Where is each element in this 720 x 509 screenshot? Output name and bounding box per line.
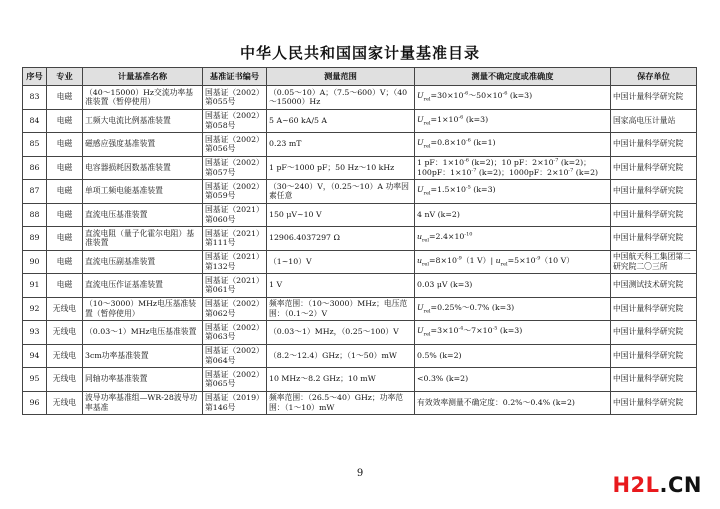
header-row xyxy=(23,68,697,86)
custodian-cell: 中国计量科学研究院 xyxy=(611,368,697,392)
row-number-cell: 94 xyxy=(23,344,47,368)
certificate-cell: 国基证（2002）第062号 xyxy=(203,297,267,321)
custodian-cell: 中国计量科学研究院 xyxy=(611,203,697,227)
certificate-cell: 国基证（2019）第146号 xyxy=(203,391,267,415)
certificate-cell: 国基证（2002）第059号 xyxy=(203,180,267,204)
column-header: 专业 xyxy=(47,68,83,86)
row-number-cell: 84 xyxy=(23,109,47,133)
standard-name-cell: 直流电压基准装置 xyxy=(83,203,203,227)
field-cell: 无线电 xyxy=(47,368,83,392)
table-row xyxy=(23,203,697,227)
custodian-cell: 国家高电压计量站 xyxy=(611,109,697,133)
row-number-cell: 86 xyxy=(23,156,47,180)
field-cell: 电磁 xyxy=(47,250,83,274)
standard-name-cell: （0.03～1）MHz电压基准装置 xyxy=(83,321,203,345)
table-row xyxy=(23,156,697,180)
standard-name-cell: 直流电阻（量子化霍尔电阻）基准装置 xyxy=(83,227,203,251)
certificate-cell: 国基证（2021）第060号 xyxy=(203,203,267,227)
standards-table xyxy=(22,67,697,415)
uncertainty-cell: $U_{rel}=1\times 10^{-6}$ (k=3) xyxy=(415,109,611,133)
certificate-cell: 国基证（2021）第132号 xyxy=(203,250,267,274)
table-row xyxy=(23,86,697,110)
measurement-range-cell: （8.2～12.4）GHz；（1～50）mW xyxy=(267,344,415,368)
certificate-cell: 国基证（2002）第063号 xyxy=(203,321,267,345)
measurement-range-cell: 10 MHz～8.2 GHz；10 mW xyxy=(267,368,415,392)
column-header: 基准证书编号 xyxy=(203,68,267,86)
table-row xyxy=(23,109,697,133)
row-number-cell: 83 xyxy=(23,86,47,110)
uncertainty-cell: 4 nV (k=2) xyxy=(415,203,611,227)
uncertainty-cell: $U_{rel}=1.5\times 10^{-5}$ (k=3) xyxy=(415,180,611,204)
uncertainty-cell: $U_{rel}=30\times 10^{-6}\sim 50\times 10^{-6}$ (k=3) xyxy=(415,86,611,110)
field-cell: 电磁 xyxy=(47,156,83,180)
logo-text-right: .CN xyxy=(659,473,702,497)
measurement-range-cell: 0.23 mT xyxy=(267,133,415,157)
uncertainty-cell: 0.5% (k=2) xyxy=(415,344,611,368)
custodian-cell: 中国计量科学研究院 xyxy=(611,156,697,180)
column-header: 测量范围 xyxy=(267,68,415,86)
table-row xyxy=(23,368,697,392)
certificate-cell: 国基证（2021）第061号 xyxy=(203,274,267,298)
logo-text-left: H2L xyxy=(612,473,660,497)
measurement-range-cell: 1 pF～1000 pF；50 Hz～10 kHz xyxy=(267,156,415,180)
page-number: 9 xyxy=(356,468,364,479)
custodian-cell: 中国计量科学研究院 xyxy=(611,321,697,345)
certificate-cell: 国基证（2002）第058号 xyxy=(203,109,267,133)
table-header xyxy=(23,68,697,86)
field-cell: 电磁 xyxy=(47,274,83,298)
custodian-cell: 中国计量科学研究院 xyxy=(611,391,697,415)
uncertainty-cell: $u_{rel}=8\times 10^{-9}(1$ V）| $u_{rel}=5\times 10^{-9}(10$ V） xyxy=(415,250,611,274)
measurement-range-cell: 12906.4037297 Ω xyxy=(267,227,415,251)
certificate-cell: 国基证（2002）第055号 xyxy=(203,86,267,110)
measurement-range-cell: 频率范围：（10～3000）MHz；电压范围：（0.1～2）V xyxy=(267,297,415,321)
field-cell: 无线电 xyxy=(47,297,83,321)
certificate-cell: 国基证（2021）第111号 xyxy=(203,227,267,251)
field-cell: 电磁 xyxy=(47,227,83,251)
row-number-cell: 89 xyxy=(23,227,47,251)
row-number-cell: 91 xyxy=(23,274,47,298)
standard-name-cell: 直流电压作证基准装置 xyxy=(83,274,203,298)
certificate-cell: 国基证（2002）第064号 xyxy=(203,344,267,368)
measurement-range-cell: 频率范围：（26.5～40）GHz；功率范围：（1～10）mW xyxy=(267,391,415,415)
table-row xyxy=(23,391,697,415)
field-cell: 无线电 xyxy=(47,321,83,345)
uncertainty-cell: $U_{rel}=0.25\%\sim 0.7\%$ (k=3) xyxy=(415,297,611,321)
standard-name-cell: 波导功率基准组—WR-28波导功率基准 xyxy=(83,391,203,415)
uncertainty-cell: $u_{rel}=2.4\times 10^{-10}$ xyxy=(415,227,611,251)
table-row xyxy=(23,321,697,345)
column-header: 保存单位 xyxy=(611,68,697,86)
row-number-cell: 92 xyxy=(23,297,47,321)
measurement-range-cell: （0.05～10）A；（7.5～600）V；（40～15000）Hz xyxy=(267,86,415,110)
table-body xyxy=(23,86,697,415)
uncertainty-cell: <0.3% (k=2) xyxy=(415,368,611,392)
custodian-cell: 中国计量科学研究院 xyxy=(611,344,697,368)
certificate-cell: 国基证（2002）第065号 xyxy=(203,368,267,392)
custodian-cell: 中国计量科学研究院 xyxy=(611,297,697,321)
measurement-range-cell: 150 μV~10 V xyxy=(267,203,415,227)
field-cell: 电磁 xyxy=(47,203,83,227)
table-row xyxy=(23,274,697,298)
table-row xyxy=(23,227,697,251)
standard-name-cell: （10～3000）MHz电压基准装置（暂停使用） xyxy=(83,297,203,321)
row-number-cell: 96 xyxy=(23,391,47,415)
uncertainty-cell: 1 pF：$1\times 10^{-6}$ (k=2)；10 pF：$2\times 10^{-7}$ (k=2)；100pF：$1\times 10^{-7}$ (k=2)；1000pF：$2\times 10^{-7}$ (k=2) xyxy=(415,156,611,180)
custodian-cell: 中国计量科学研究院 xyxy=(611,133,697,157)
column-header: 测量不确定度或准确度 xyxy=(415,68,611,86)
standard-name-cell: 3cm功率基准装置 xyxy=(83,344,203,368)
standard-name-cell: 直流电压副基准装置 xyxy=(83,250,203,274)
custodian-cell: 中国计量科学研究院 xyxy=(611,86,697,110)
uncertainty-cell: $U_{rel}=0.8\times 10^{-6}$ (k=1) xyxy=(415,133,611,157)
field-cell: 电磁 xyxy=(47,86,83,110)
table-row xyxy=(23,133,697,157)
column-header: 计量基准名称 xyxy=(83,68,203,86)
field-cell: 无线电 xyxy=(47,391,83,415)
standard-name-cell: 工频大电流比例基准装置 xyxy=(83,109,203,133)
column-header: 序号 xyxy=(23,68,47,86)
measurement-range-cell: （30～240）V，（0.25～10）A 功率因素任意 xyxy=(267,180,415,204)
field-cell: 电磁 xyxy=(47,109,83,133)
site-logo xyxy=(612,473,702,497)
uncertainty-cell: 有效效率测量不确定度：0.2%～0.4% (k=2) xyxy=(415,391,611,415)
measurement-range-cell: （1~10）V xyxy=(267,250,415,274)
row-number-cell: 90 xyxy=(23,250,47,274)
certificate-cell: 国基证（2002）第057号 xyxy=(203,156,267,180)
table-row xyxy=(23,250,697,274)
standard-name-cell: 电容器损耗因数基准装置 xyxy=(83,156,203,180)
custodian-cell: 中国航天科工集团第二研究院二〇三所 xyxy=(611,250,697,274)
custodian-cell: 中国计量科学研究院 xyxy=(611,227,697,251)
uncertainty-cell: 0.03 μV (k=3) xyxy=(415,274,611,298)
custodian-cell: 中国计量科学研究院 xyxy=(611,180,697,204)
measurement-range-cell: 1 V xyxy=(267,274,415,298)
certificate-cell: 国基证（2002）第056号 xyxy=(203,133,267,157)
measurement-range-cell: 5 A~60 kA/5 A xyxy=(267,109,415,133)
row-number-cell: 87 xyxy=(23,180,47,204)
standard-name-cell: （40～15000）Hz交流功率基准装置（暂停使用） xyxy=(83,86,203,110)
field-cell: 电磁 xyxy=(47,133,83,157)
table-row xyxy=(23,297,697,321)
row-number-cell: 95 xyxy=(23,368,47,392)
standard-name-cell: 单项工频电能基准装置 xyxy=(83,180,203,204)
row-number-cell: 85 xyxy=(23,133,47,157)
standard-name-cell: 磁感应强度基准装置 xyxy=(83,133,203,157)
row-number-cell: 93 xyxy=(23,321,47,345)
table-row xyxy=(23,180,697,204)
field-cell: 电磁 xyxy=(47,180,83,204)
uncertainty-cell: $U_{rel}=3\times 10^{-4}\sim 7\times 10^{-5}$ (k=3) xyxy=(415,321,611,345)
standard-name-cell: 同轴功率基准装置 xyxy=(83,368,203,392)
table-row xyxy=(23,344,697,368)
measurement-range-cell: （0.03～1）MHz，（0.25～100）V xyxy=(267,321,415,345)
document-title: 中华人民共和国国家计量基准目录 xyxy=(239,44,480,62)
row-number-cell: 88 xyxy=(23,203,47,227)
field-cell: 无线电 xyxy=(47,344,83,368)
custodian-cell: 中国测试技术研究院 xyxy=(611,274,697,298)
